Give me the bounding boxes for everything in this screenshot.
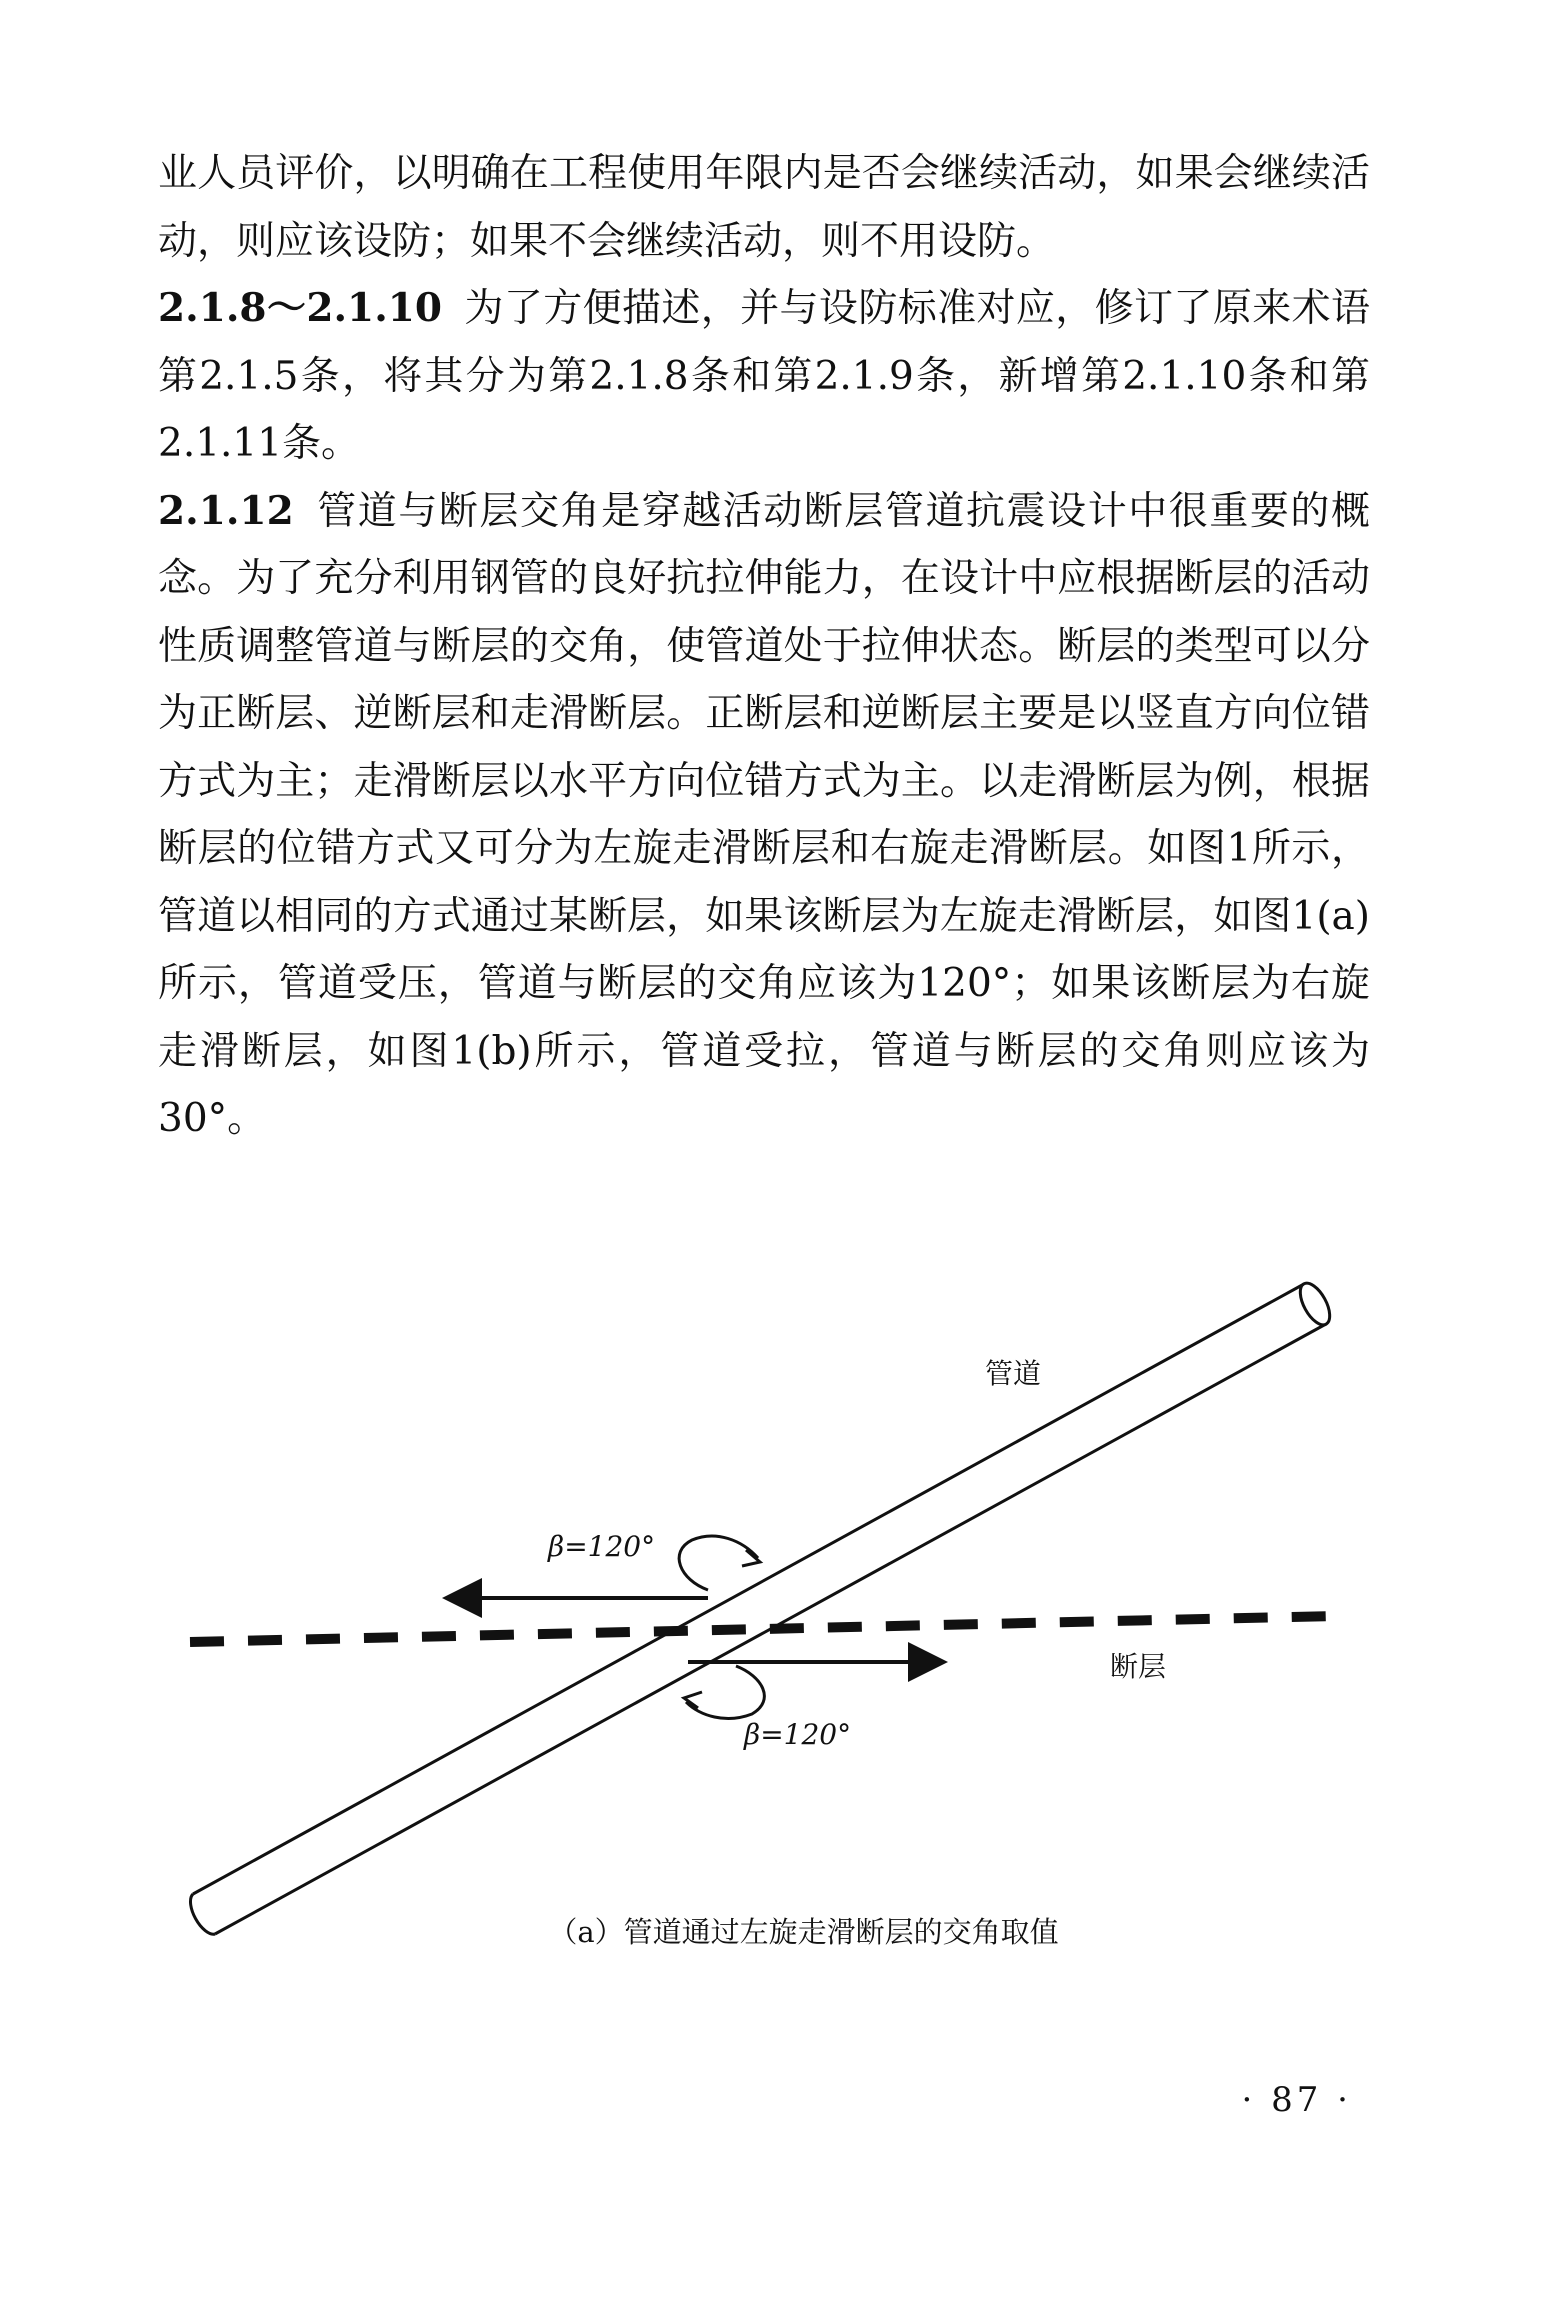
section-number: 2.1.8～2.1.10 bbox=[158, 285, 443, 331]
body-text bbox=[158, 140, 1370, 1153]
pipe-label: 管道 bbox=[985, 1357, 1042, 1390]
figure-1a bbox=[0, 1240, 1567, 2000]
paragraph-text: 业人员评价，以明确在工程使用年限内是否会继续活动，如果会继续活动，则应该设防；如果不会继续活动，则不用设防。 bbox=[158, 151, 1370, 264]
page-number: · 87 · bbox=[1241, 2080, 1352, 2120]
fault-label: 断层 bbox=[1110, 1650, 1167, 1683]
paragraph-continuation bbox=[158, 140, 1370, 275]
paragraph-text: 管道与断层交角是穿越活动断层管道抗震设计中很重要的概念。为了充分利用钢管的良好抗拉伸能力，在设计中应根据断层的活动性质调整管道与断层的交角，使管道处于拉伸状态。断层的类型可以分为正断层、逆断层和走滑断层。正断层和逆断层主要是以竖直方向位错方式为主；走滑断层以水平方向位错方式为主。以走滑断层为例，根据断层的位错方式又可分为左旋走滑断层和右旋走滑断层。如图1所示，管道以相同的方式通过某断层，如果该断层为左旋走滑断层，如图1(a)所示，管道受压，管道与断层的交角应该为120°；如果该断层为右旋走滑断层，如图1(b)所示，管道受拉，管道与断层的交角则应该为30°。 bbox=[158, 488, 1370, 1141]
section-number: 2.1.12 bbox=[158, 487, 294, 534]
angle-arc-top-icon bbox=[679, 1536, 758, 1590]
pipe bbox=[190, 1279, 1335, 1935]
figure-caption: （a）管道通过左旋走滑断层的交角取值 bbox=[548, 1915, 1059, 1949]
angle-label-top: β=120° bbox=[548, 1530, 656, 1563]
pipe-fault-diagram bbox=[0, 1240, 1567, 2000]
paragraph-2-1-12 bbox=[158, 478, 1370, 1153]
fault-line bbox=[190, 1616, 1335, 1642]
angle-label-bottom: β=120° bbox=[744, 1718, 852, 1751]
paragraph-text: 为了方便描述，并与设防标准对应，修订了原来术语第2.1.5条，将其分为第2.1.8条和第2.1.9条，新增第2.1.10条和第2.1.11条。 bbox=[158, 286, 1370, 466]
paragraph-2-1-8 bbox=[158, 275, 1370, 478]
